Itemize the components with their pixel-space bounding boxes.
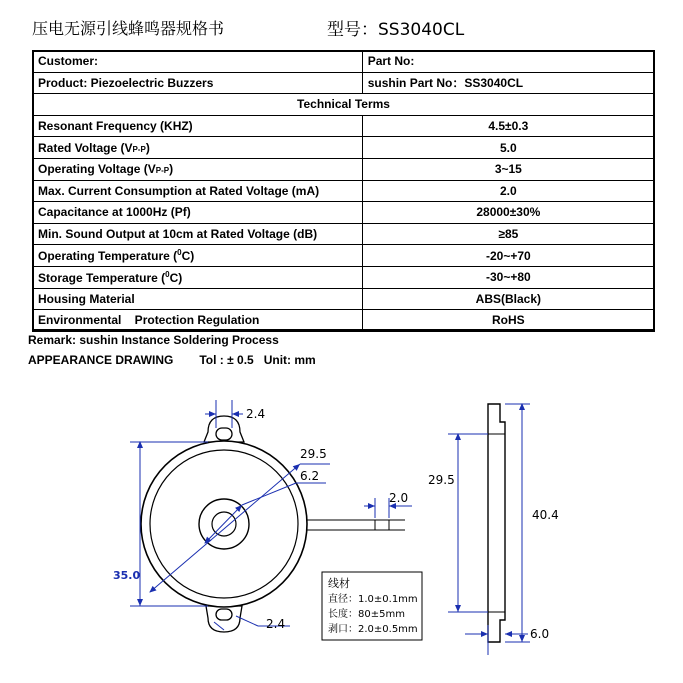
row-value: 2.0 xyxy=(362,180,654,202)
wire-strip: 剥口：2.0±0.5mm xyxy=(328,624,418,635)
table-row xyxy=(33,137,655,159)
row-label: Min. Sound Output at 10cm at Rated Voltage (dB) xyxy=(33,223,363,245)
dim-side-inner: 29.5 xyxy=(428,473,455,487)
dim-bottom-tab: 2.4 xyxy=(266,617,286,631)
table-row xyxy=(33,202,655,224)
table-row xyxy=(33,180,655,202)
label-end: C) xyxy=(169,270,183,285)
appearance-title: APPEARANCE DRAWING xyxy=(28,353,174,367)
table-row xyxy=(33,158,655,180)
row-label: Capacitance at 1000Hz (Pf) xyxy=(33,202,363,224)
row-value: 3~15 xyxy=(362,158,654,180)
section-title: Technical Terms xyxy=(33,94,655,116)
label-main: Operating Temperature ( xyxy=(38,249,178,264)
label-end: ) xyxy=(169,162,174,177)
table-row xyxy=(33,72,655,94)
spec-table xyxy=(32,50,655,332)
document-title: 压电无源引线蜂鸣器规格书 xyxy=(32,19,225,38)
dim-wire: 2.0 xyxy=(389,491,409,505)
appearance-drawing xyxy=(0,380,683,683)
label-end: C) xyxy=(181,249,195,264)
sushin-part-label: sushin Part No：SS3040CL xyxy=(362,72,654,94)
wire-title: 线材 xyxy=(328,577,350,590)
row-label: Environmental Protection Regulation xyxy=(33,310,363,332)
label-end: ) xyxy=(145,140,150,155)
row-label: Housing Material xyxy=(33,288,363,310)
label-main: Operating Voltage (V xyxy=(38,162,156,177)
table-row xyxy=(33,310,655,332)
tolerance-text: Tol : ± 0.5 xyxy=(199,353,254,367)
label-subscript: P-P xyxy=(155,166,170,176)
table-row xyxy=(33,51,655,73)
label-superscript: 0 xyxy=(165,269,170,279)
wire-diameter: 直径：1.0±0.1mm xyxy=(328,594,418,605)
wire-spec-box xyxy=(322,572,422,640)
unit-text: Unit: mm xyxy=(263,353,316,367)
wire-length: 长度：80±5mm xyxy=(328,609,405,620)
product-label: Product: Piezoelectric Buzzers xyxy=(33,72,363,94)
dim-height-total: 35.0 xyxy=(113,569,141,582)
customer-label: Customer: xyxy=(33,51,363,73)
table-row xyxy=(33,266,655,288)
row-value: -20~+70 xyxy=(362,245,654,267)
table-row xyxy=(33,288,655,310)
row-value: 5.0 xyxy=(362,137,654,159)
row-label: Max. Current Consumption at Rated Voltage (mA) xyxy=(33,180,363,202)
dim-top-tab: 2.4 xyxy=(246,407,266,421)
row-label xyxy=(33,245,363,267)
dim-outer-dia: 29.5 xyxy=(300,447,327,461)
row-label xyxy=(33,137,363,159)
side-view xyxy=(488,404,505,642)
row-value: 4.5±0.3 xyxy=(362,115,654,137)
table-row xyxy=(33,94,655,116)
row-value: 28000±30% xyxy=(362,202,654,224)
row-value: ABS(Black) xyxy=(362,288,654,310)
row-value: RoHS xyxy=(362,310,654,332)
table-row xyxy=(33,115,655,137)
row-label xyxy=(33,158,363,180)
row-label xyxy=(33,266,363,288)
remark-text: Remark: sushin Instance Soldering Process xyxy=(28,333,279,347)
row-value: ≥85 xyxy=(362,223,654,245)
row-value: -30~+80 xyxy=(362,266,654,288)
label-main: Rated Voltage (V xyxy=(38,140,133,155)
model-number: 型号：SS3040CL xyxy=(327,20,465,40)
dim-inner-dia: 6.2 xyxy=(300,469,320,483)
dim-side-outer: 40.4 xyxy=(532,508,559,522)
part-no-label: Part No: xyxy=(362,51,654,73)
label-main: Storage Temperature ( xyxy=(38,270,166,285)
appearance-heading xyxy=(28,353,316,367)
label-subscript: P-P xyxy=(132,144,146,154)
table-row xyxy=(33,223,655,245)
table-row xyxy=(33,245,655,267)
label-superscript: 0 xyxy=(177,248,182,258)
dim-thickness: 6.0 xyxy=(530,627,550,641)
row-label: Resonant Frequency (KHZ) xyxy=(33,115,363,137)
